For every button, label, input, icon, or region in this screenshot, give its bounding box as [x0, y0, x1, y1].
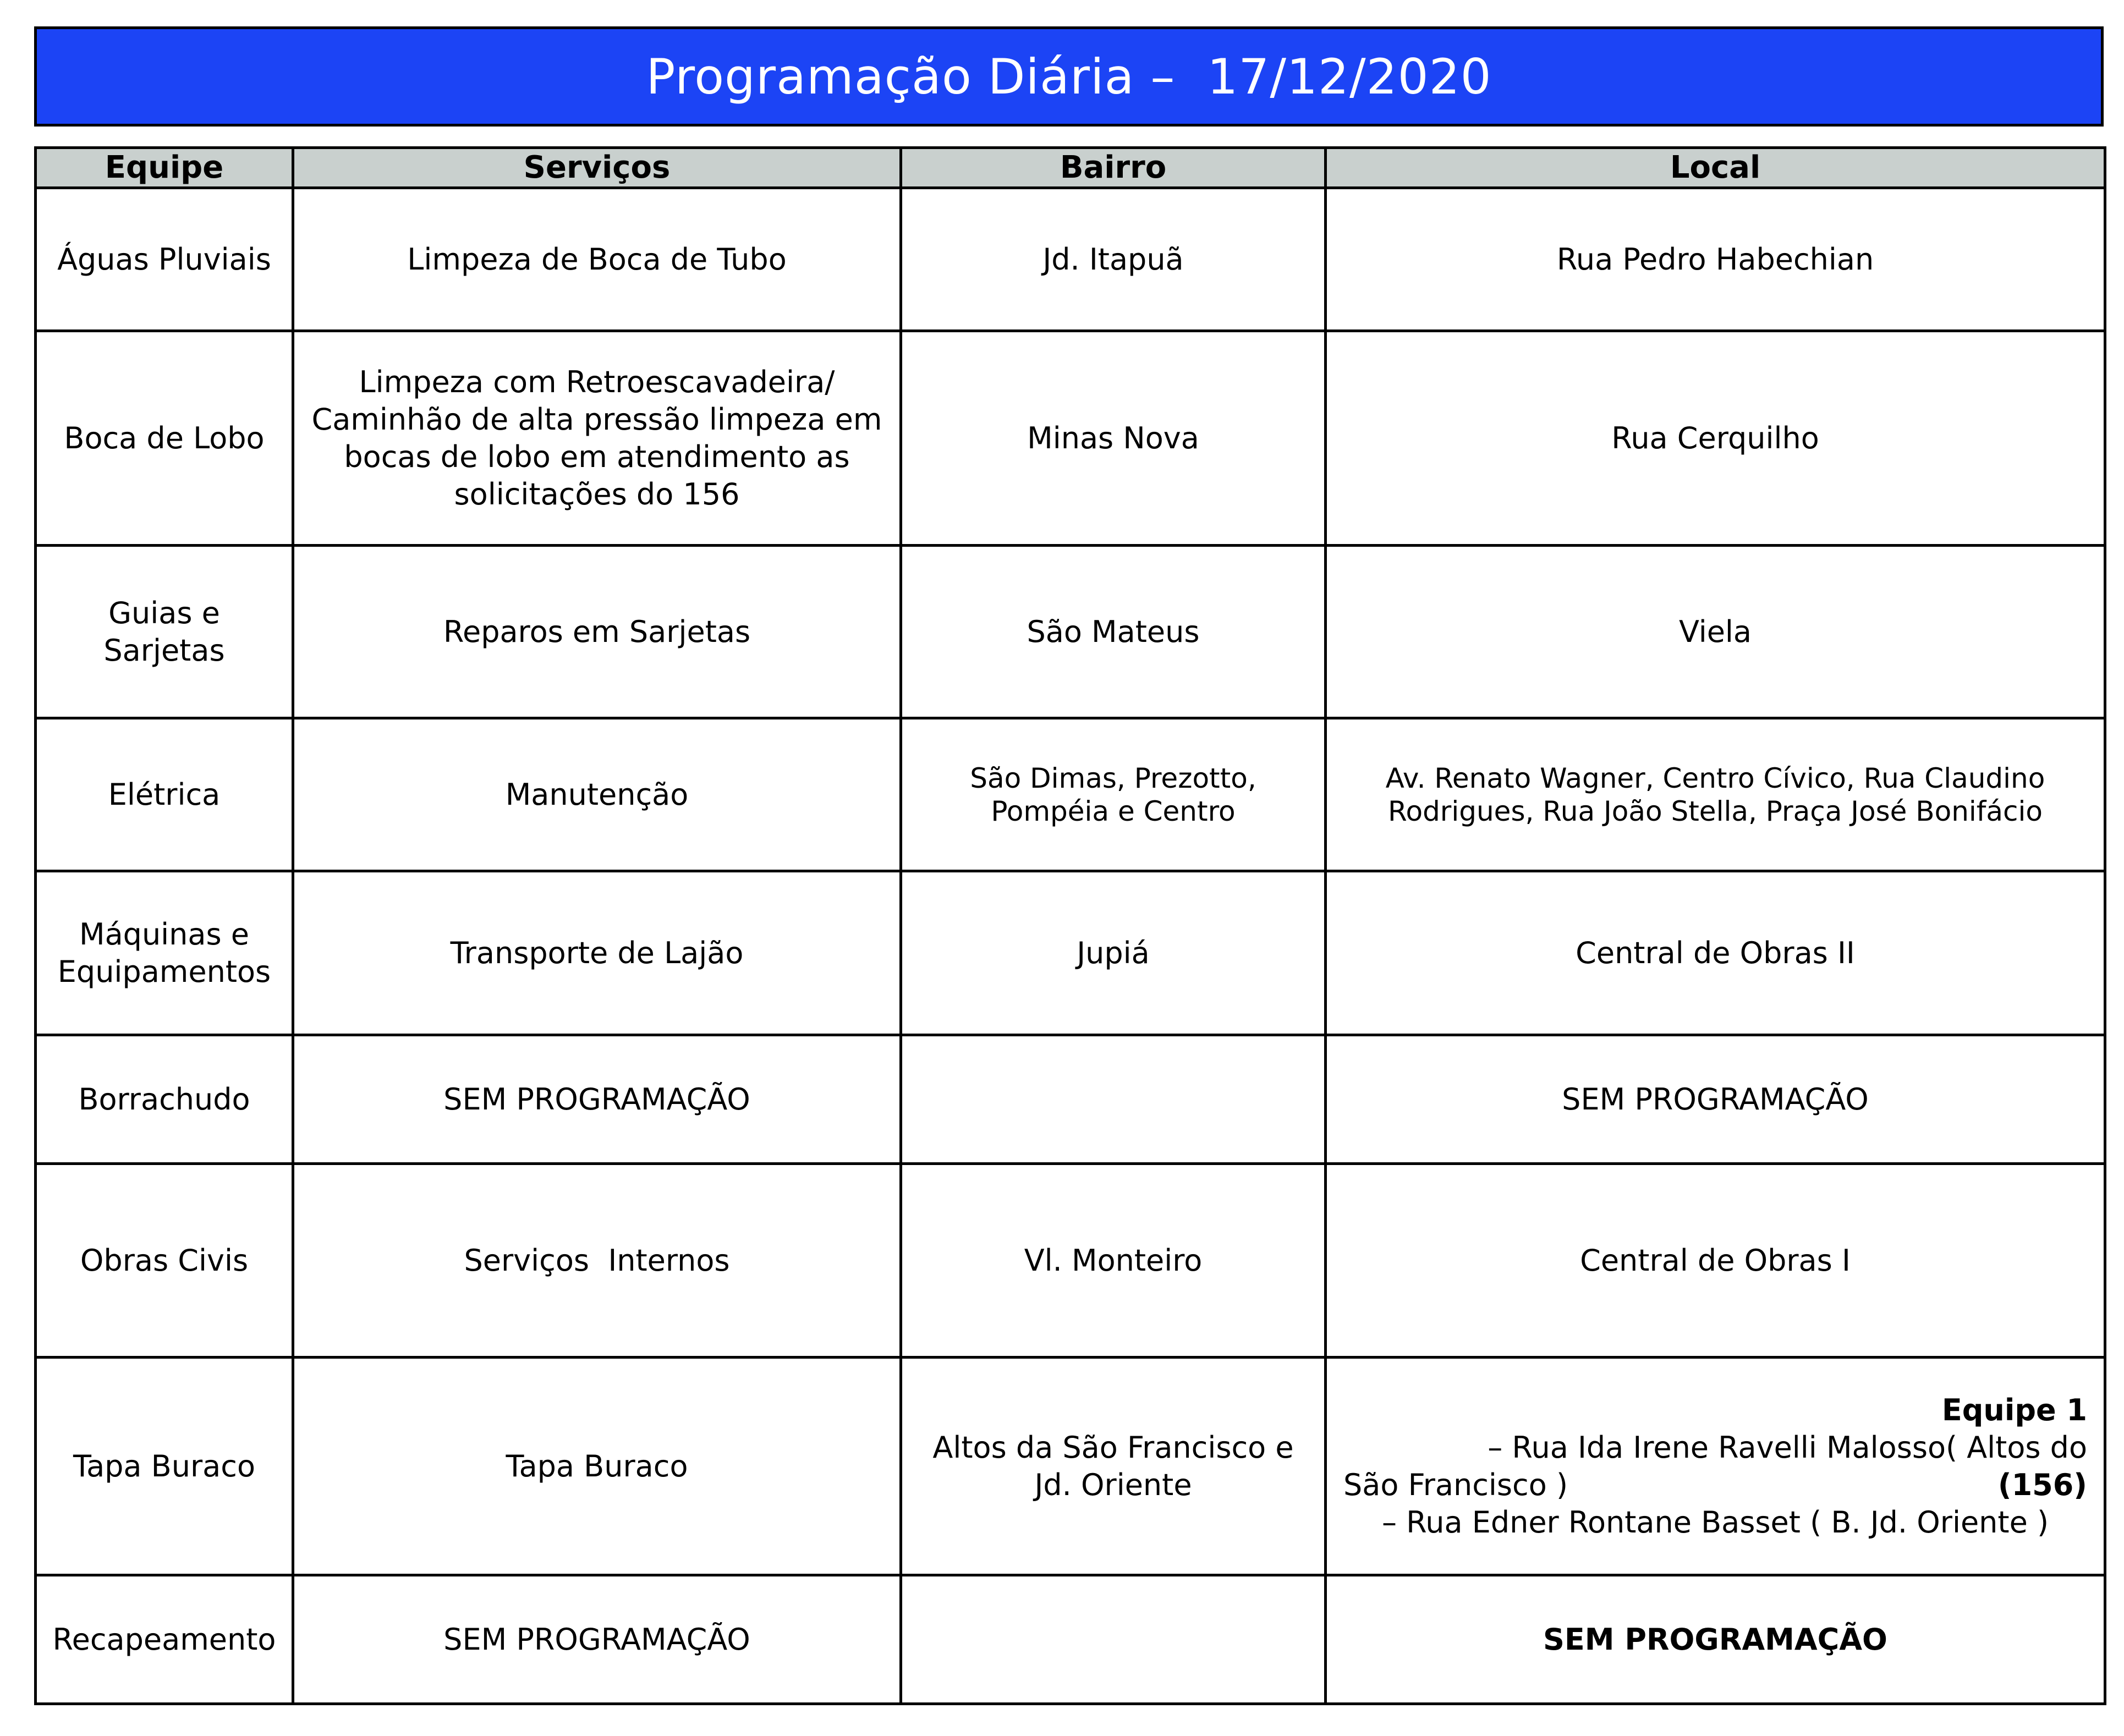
- cell-local: Central de Obras I: [1326, 1164, 2105, 1358]
- cell-servicos: Transporte de Lajão: [293, 871, 901, 1035]
- cell-equipe: Boca de Lobo: [36, 331, 293, 546]
- cell-equipe: Guias e Sarjetas: [36, 546, 293, 718]
- table-row: [36, 331, 2105, 546]
- local-line-3: – Rua Edner Rontane Basset ( B. Jd. Oriente ): [1381, 1504, 2049, 1540]
- cell-bairro: [901, 1035, 1326, 1164]
- cell-equipe: Borrachudo: [36, 1035, 293, 1164]
- cell-servicos: Limpeza de Boca de Tubo: [293, 188, 901, 331]
- cell-equipe: Recapeamento: [36, 1575, 293, 1704]
- header-bairro: Bairro: [901, 148, 1326, 188]
- cell-equipe: Águas Pluviais: [36, 188, 293, 331]
- cell-local: Rua Pedro Habechian: [1326, 188, 2105, 331]
- header-row: [36, 148, 2105, 188]
- cell-bairro: São Mateus: [901, 546, 1326, 718]
- cell-servicos: Tapa Buraco: [293, 1358, 901, 1575]
- page-title: Programação Diária – 17/12/2020: [646, 48, 1492, 105]
- cell-local: Central de Obras II: [1326, 871, 2105, 1035]
- cell-local: SEM PROGRAMAÇÃO: [1326, 1575, 2105, 1704]
- header-equipe: Equipe: [36, 148, 293, 188]
- cell-servicos: SEM PROGRAMAÇÃO: [293, 1035, 901, 1164]
- cell-bairro: Jupiá: [901, 871, 1326, 1035]
- cell-servicos: Reparos em Sarjetas: [293, 546, 901, 718]
- cell-local: SEM PROGRAMAÇÃO: [1326, 1035, 2105, 1164]
- cell-local: [1326, 1358, 2105, 1575]
- team-label: Equipe 1: [1941, 1392, 2087, 1427]
- schedule-table: [34, 146, 2106, 1705]
- cell-local: Av. Renato Wagner, Centro Cívico, Rua Claudino Rodrigues, Rua João Stella, Praça José Bonifácio: [1326, 718, 2105, 871]
- header-local: Local: [1326, 148, 2105, 188]
- cell-servicos: Limpeza com Retroescavadeira/ Caminhão de alta pressão limpeza em bocas de lobo em atendimento as solicitações do 156: [293, 331, 901, 546]
- table-row: [36, 1575, 2105, 1704]
- title-bar: [34, 26, 2104, 127]
- cell-equipe: Obras Civis: [36, 1164, 293, 1358]
- cell-equipe: Elétrica: [36, 718, 293, 871]
- table-row: [36, 1164, 2105, 1358]
- cell-equipe: Máquinas e Equipamentos: [36, 871, 293, 1035]
- cell-bairro: Jd. Itapuã: [901, 188, 1326, 331]
- table-row: [36, 718, 2105, 871]
- cell-bairro: São Dimas, Prezotto, Pompéia e Centro: [901, 718, 1326, 871]
- cell-servicos: SEM PROGRAMAÇÃO: [293, 1575, 901, 1704]
- cell-bairro: Vl. Monteiro: [901, 1164, 1326, 1358]
- local-line-2: [1343, 1466, 2087, 1504]
- local-code: (156): [1997, 1467, 2087, 1502]
- table-row: [36, 871, 2105, 1035]
- cell-servicos: Manutenção: [293, 718, 901, 871]
- local-text-1: – Rua Ida Irene Ravelli Malosso( Altos do: [1478, 1430, 2087, 1465]
- local-line-1: [1343, 1392, 2087, 1466]
- table-row: [36, 546, 2105, 718]
- cell-local: Rua Cerquilho: [1326, 331, 2105, 546]
- cell-bairro: Altos da São Francisco e Jd. Oriente: [901, 1358, 1326, 1575]
- table-row: [36, 1035, 2105, 1164]
- cell-equipe: Tapa Buraco: [36, 1358, 293, 1575]
- table-row: [36, 188, 2105, 331]
- cell-servicos: Serviços Internos: [293, 1164, 901, 1358]
- cell-bairro: Minas Nova: [901, 331, 1326, 546]
- cell-local: Viela: [1326, 546, 2105, 718]
- local-text-2: São Francisco ): [1343, 1467, 1568, 1502]
- table-row: [36, 1358, 2105, 1575]
- cell-bairro: [901, 1575, 1326, 1704]
- header-servicos: Serviços: [293, 148, 901, 188]
